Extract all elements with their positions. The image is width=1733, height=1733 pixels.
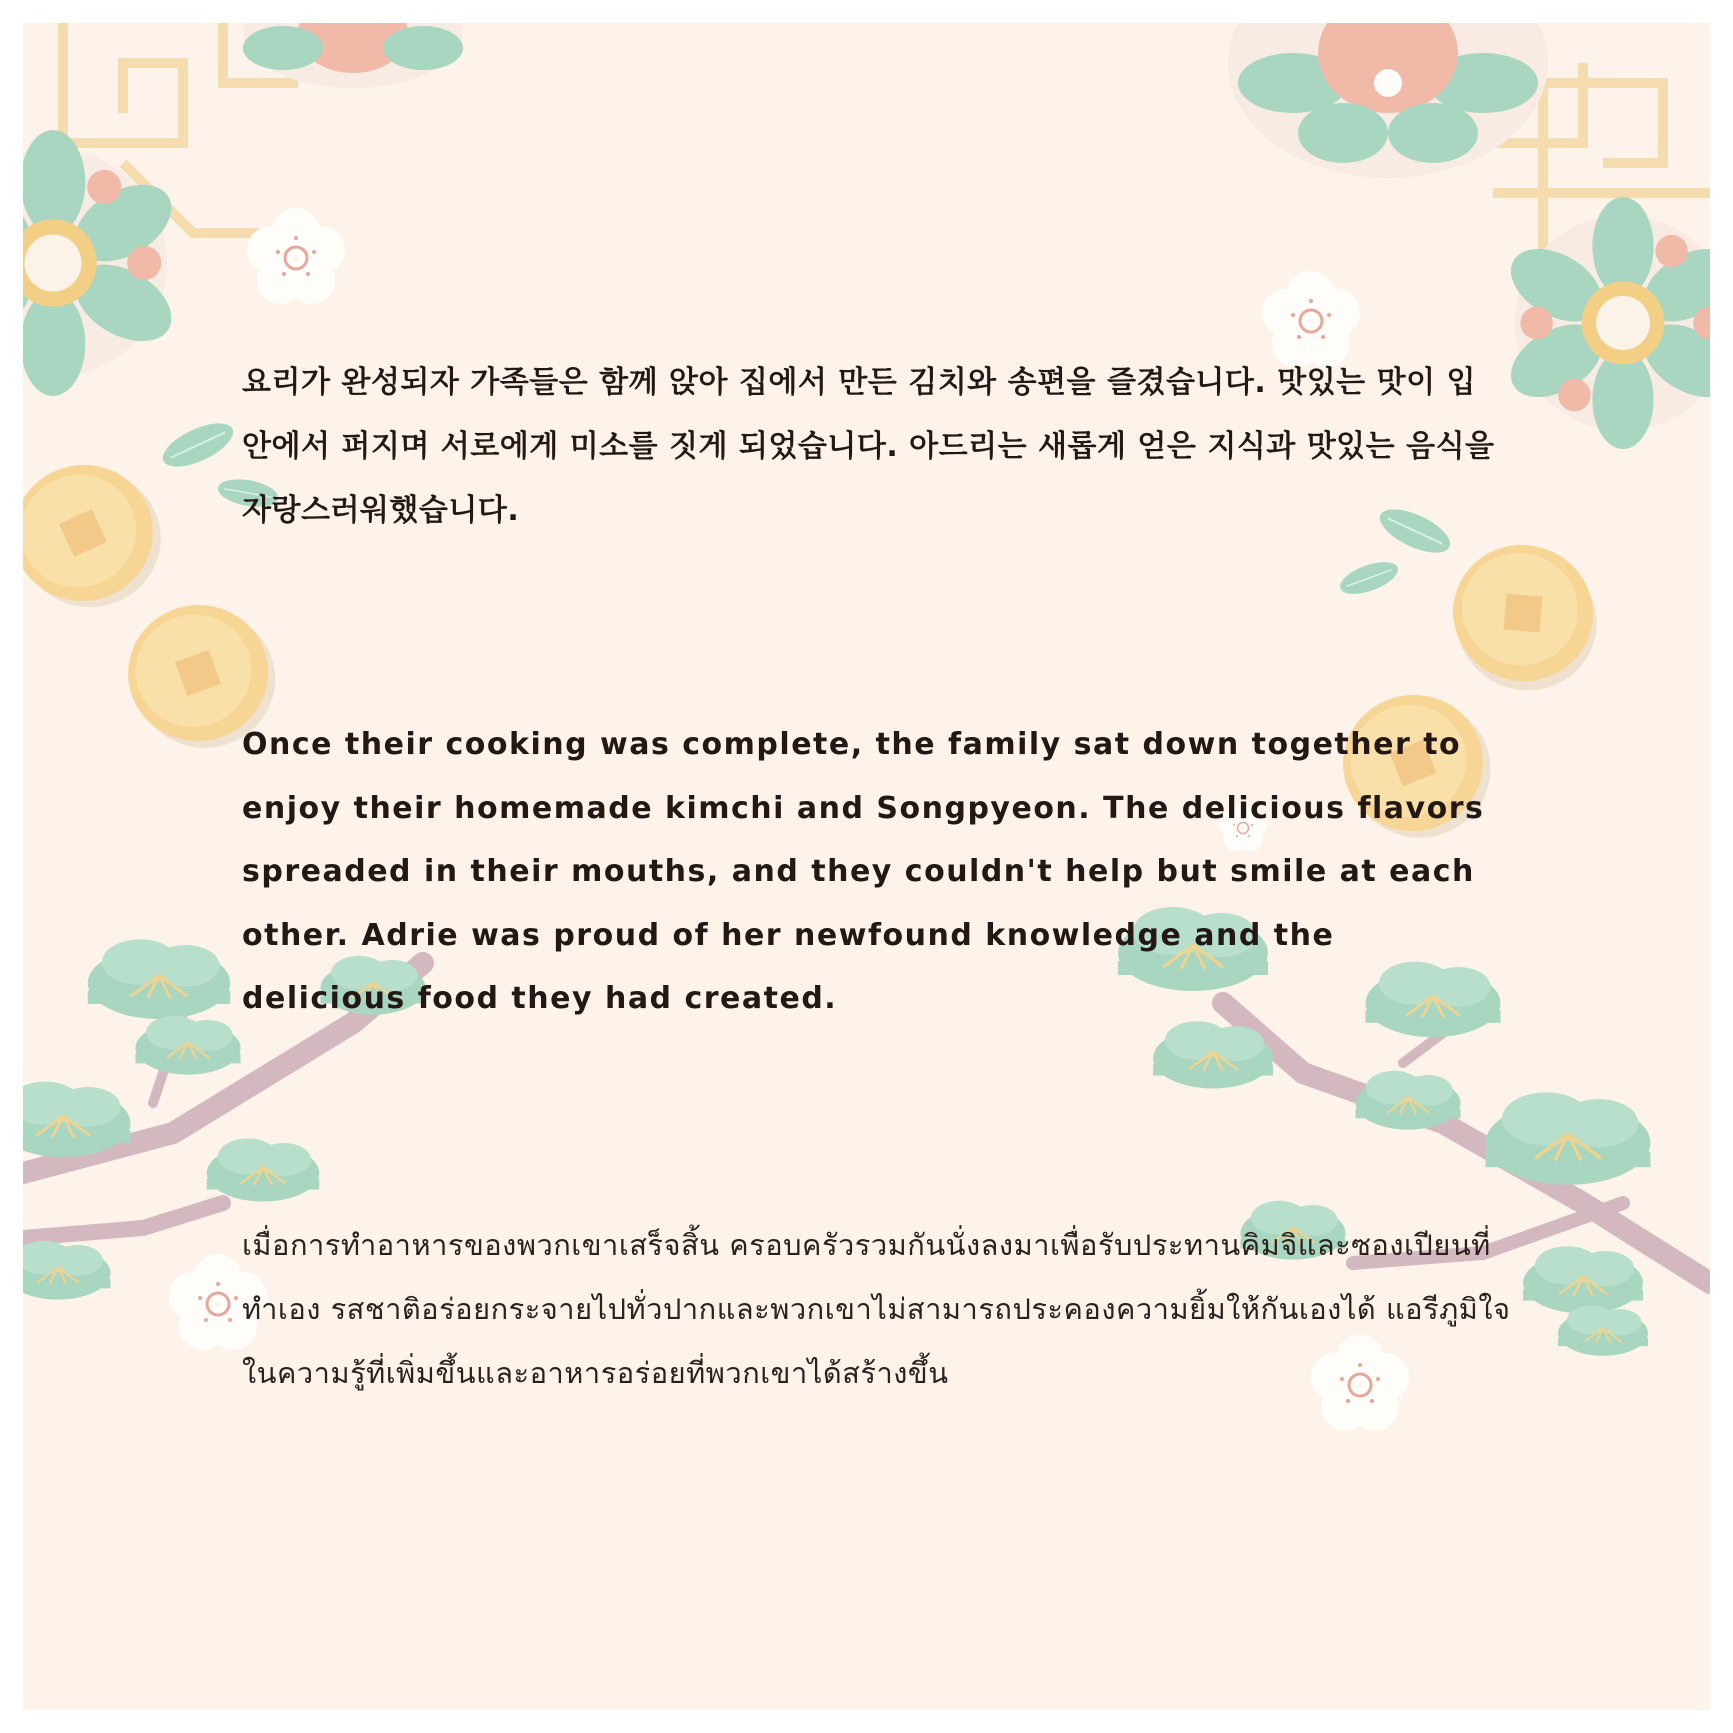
pink-green-flower-icon [243, 23, 1548, 178]
thai-paragraph: เมื่อการทำอาหารของพวกเขาเสร็จสิ้น ครอบครัวรวมกันนั่งลงมาเพื่อรับประทานคิมจิและซองเปียนที่ทำเอง รสชาติอร่อยกระจายไปทั่วปากและพวกเขาไม่สามารถประคองความยิ้มให้กันเองได้ แอรีภูมิใจในความรู้ที่เพิ่มขึ้นและอาหารอร่อยที่พวกเขาได้สร้างขึ้น [242, 1228, 1511, 1390]
storybook-page [23, 23, 1710, 1710]
korean-paragraph: 요리가 완성되자 가족들은 함께 앉아 집에서 만든 김치와 송편을 즐겼습니다. 맛있는 맛이 입 안에서 퍼지며 서로에게 미소를 짓게 되었습니다. 아드리는 새롭게 얻은 지식과 맛있는 음식을 자랑스러워했습니다. [242, 365, 1495, 528]
english-paragraph: Once their cooking was complete, the family sat down together to enjoy their homemade kimchi and Songpyeon. The delicious flavors spreaded in their mouths, and they couldn't help but smile at each other. Adrie was proud of her newfound knowledge and the delicious food they had created. [242, 727, 1485, 1016]
